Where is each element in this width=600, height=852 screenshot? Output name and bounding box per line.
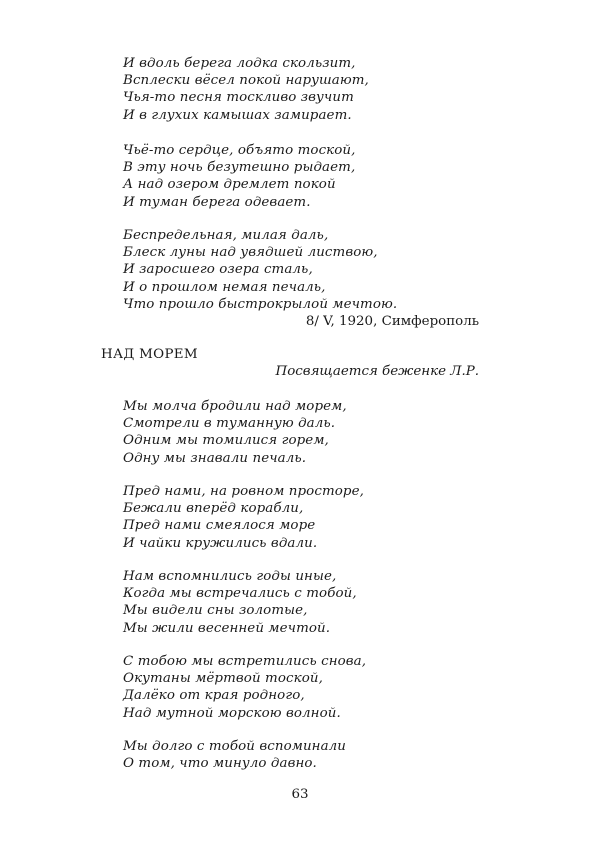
poem-line: И заросшего озера сталь, [123, 262, 313, 278]
poem-title: НАД МОРЕМ [101, 347, 198, 362]
poem-line: Всплески вёсел покой нарушают, [123, 73, 369, 89]
poem-line: Одним мы томилися горем, [123, 433, 329, 449]
poem-line: Далёко от края родного, [123, 688, 305, 704]
poem-line: Бежали вперёд корабли, [123, 501, 304, 517]
poem-line: А над озером дремлет покой [123, 177, 336, 193]
poem-dedication: Посвящается беженке Л.Р. [275, 364, 479, 379]
poem-line: Когда мы встречались с тобой, [123, 586, 357, 602]
poem-dateline: 8/ V, 1920, Симферополь [305, 314, 479, 329]
poem2-stanza-5 [123, 738, 346, 772]
poem-line: Что прошло быстрокрылой мечтою. [123, 296, 398, 312]
poem1-stanza-2 [123, 142, 356, 211]
poem-line: Чьё-то сердце, объято тоской, [123, 143, 356, 158]
poem-line: Пред нами смеялося море [123, 518, 316, 534]
poem-line: Мы жили весенней мечтой. [123, 620, 331, 636]
poem2-stanza-3 [123, 568, 357, 637]
poem-line: Пред нами, на ровном просторе, [123, 484, 364, 499]
poem-line: О том, что минуло давно. [123, 756, 317, 772]
poem-line: Мы долго с тобой вспоминали [123, 739, 347, 754]
poem-line: В эту ночь безутешно рыдает, [123, 160, 356, 176]
poem-line: Блеск луны над увядшей листвою, [123, 245, 378, 261]
poem-line: И в глухих камышах замирает. [123, 107, 352, 123]
poem-line: Мы видели сны золотые, [123, 603, 308, 619]
poem-line: С тобою мы встретились снова, [123, 654, 367, 669]
poem-line: Чья-то песня тоскливо звучит [123, 90, 354, 106]
poem-line: И о прошлом немая печаль, [123, 279, 326, 295]
poem-line: И туман берега одевает. [123, 194, 311, 210]
poem-line: И чайки кружились вдали. [123, 535, 318, 551]
poem-line: И вдоль берега лодка скользит, [123, 56, 356, 71]
poem2-stanza-4 [123, 653, 366, 722]
poem1-stanza-1 [123, 55, 369, 124]
poem-line: Нам вспомнились годы иные, [123, 569, 337, 584]
poem1-stanza-3 [123, 227, 397, 313]
poem2-stanza-2 [123, 483, 364, 552]
poem-line: Смотрели в туманную даль. [123, 416, 336, 432]
page-number: 63 [291, 787, 309, 802]
poem-line: Беспредельная, милая даль, [123, 228, 329, 243]
poem2-stanza-1 [123, 398, 347, 467]
poem-line: Окутаны мёртвой тоской, [123, 671, 323, 687]
poem-line: Мы молча бродили над морем, [123, 399, 347, 414]
poem-line: Одну мы знавали печаль. [123, 450, 307, 466]
poem-line: Над мутной морскою волной. [123, 705, 341, 721]
